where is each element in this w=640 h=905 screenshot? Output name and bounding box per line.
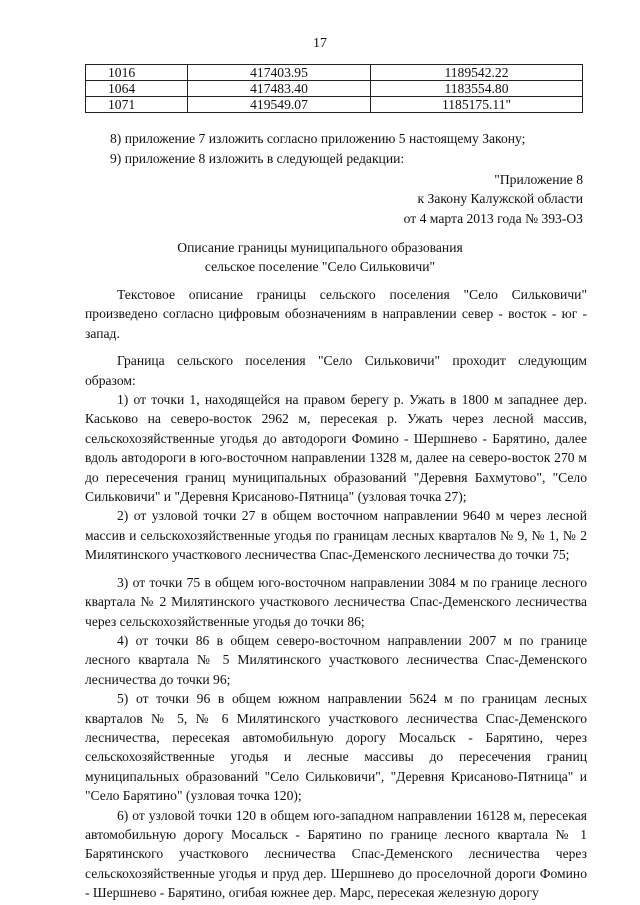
amendment-item: 9) приложение 8 изложить в следующей редакции: (110, 151, 405, 166)
appendix-header-line: к Закону Калужской области (417, 191, 583, 207)
table-cell: 1016 (86, 65, 188, 81)
page-number: 17 (313, 36, 327, 51)
table-row (86, 81, 583, 97)
appendix-header (404, 170, 583, 228)
document-title (0, 238, 640, 277)
coordinates-table (85, 64, 583, 113)
table-cell: 1189542.22 (371, 65, 583, 81)
title-line: сельское поселение "Село Сильковичи" (204, 259, 436, 275)
paragraph: 3) от точки 75 в общем юго-восточном направлении 3084 м по границе лесного квартала № 2 Милятинского участкового лесничества Спас-Деменского лесничества через сельскохозяйственные угодья до точки 86; (85, 574, 587, 629)
table-cell: 417403.95 (188, 65, 371, 81)
paragraph: 2) от узловой точки 27 в общем восточном направлении 9640 м через лесной массив и сельскохозяйственные угодья по границам лесных кварталов № 9, № 1, № 2 Милятинского участкового лесничества Спас-Деменского лесничества до точки 75; (85, 508, 587, 563)
paragraph: Текстовое описание границы сельского поселения "Село Сильковичи" произведено согласно цифровым обозначениям в направлении север - восток - юг - запад. (85, 287, 587, 341)
table-row (86, 97, 583, 113)
appendix-header-line: "Приложение 8 (494, 172, 583, 187)
paragraph: Граница сельского поселения "Село Сильковичи" проходит следующим образом: (85, 353, 587, 388)
paragraph: 4) от точки 86 в общем северо-восточном направлении 2007 м по границе лесного квартала № 5 Милятинского участкового лесничества Спас-Деменского лесничества до точки 96; (85, 632, 587, 687)
amendment-item: 8) приложение 7 изложить согласно приложению 5 настоящему Закону; (110, 131, 526, 146)
paragraph: 1) от точки 1, находящейся на правом берегу р. Ужать в 1800 м западнее дер. Каськово на северо-восток 2962 м, пересекая р. Ужать через лесной массив, сельскохозяйственные угодья до автодороги Фомино - Шершнево - Барятино, далее вдоль автодороги в юго-восточном направлении 1328 м, далее на северо-восток 270 м до пересечения границ муниципальных образований "Деревня Бахмутово", "Село Сильковичи" и "Деревня Крисаново-Пятница" (узловая точка 27); (85, 392, 587, 505)
table-row (86, 65, 583, 81)
paragraph: 6) от узловой точки 120 в общем юго-западном направлении 16128 м, пересекая автомобильную дорогу Мосальск - Барятино по границе лесного квартала № 1 Барятинского участкового лесничества Спас-Деменского лесничества через сельскохозяйственные угодья и пруд дер. Шершнево до проселочной дороги Фомино - Шершнево - Барятино, огибая южнее дер. Марс, пересекая железную дорогу (85, 807, 587, 901)
title-line: Описание границы муниципального образования (177, 240, 463, 255)
table-cell: 1185175.11" (371, 97, 583, 113)
table-cell: 417483.40 (188, 81, 371, 97)
table-cell: 1064 (86, 81, 188, 97)
table-cell: 1071 (86, 97, 188, 113)
boundary-description (85, 285, 587, 903)
table-cell: 419549.07 (188, 97, 371, 113)
table-cell: 1183554.80 (371, 81, 583, 97)
appendix-header-line: от 4 марта 2013 года № 393-ОЗ (403, 210, 583, 226)
paragraph: 5) от точки 96 в общем южном направлении 5624 м по границам лесных кварталов № 5, № 6 Милятинского участкового лесничества Спас-Деменского лесничества, пересекая автомобильную дорогу Мосальск - Барятино, через сельскохозяйственные угодья и лесные массивы до пересечения границ муниципальных образований "Село Сильковичи", "Деревня Крисаново-Пятница" и "Село Барятино" (узловая точка 120); (85, 691, 587, 804)
